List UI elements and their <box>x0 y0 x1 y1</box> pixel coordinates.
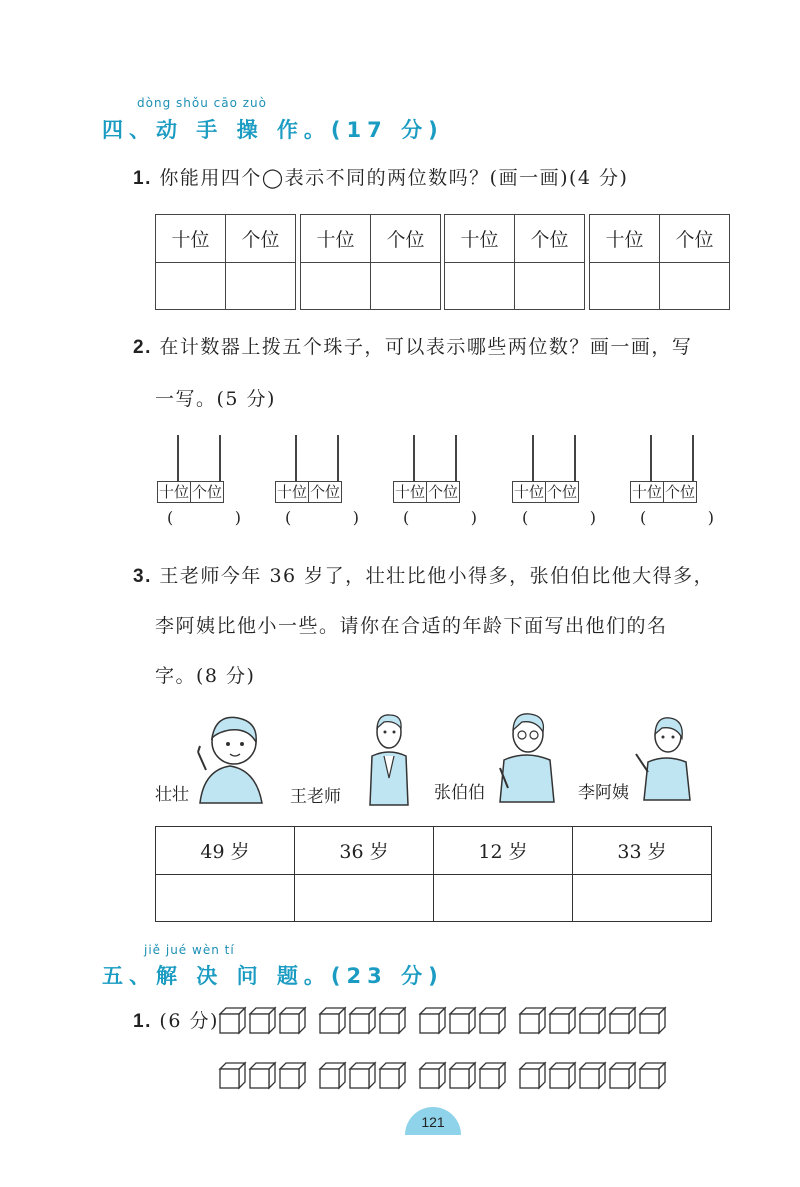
name-answer-cell[interactable] <box>156 875 295 922</box>
ones-header: 个位 <box>660 215 730 263</box>
abacus-1[interactable] <box>157 435 277 527</box>
place-table-3 <box>444 214 585 310</box>
ones-cell[interactable] <box>515 263 585 310</box>
cube-icon <box>637 1005 667 1035</box>
answer-blank[interactable] <box>167 508 241 527</box>
cube-icon <box>417 1060 447 1090</box>
q3-number: 3. <box>133 566 152 587</box>
cube-icon <box>247 1005 277 1035</box>
aunt-li-illustration <box>630 712 698 802</box>
tens-rod[interactable] <box>650 435 652 481</box>
name-answer-cell[interactable] <box>295 875 434 922</box>
cube-icon <box>607 1060 637 1090</box>
paren-right: ) <box>234 508 241 527</box>
abacus-ones-label: 个位 <box>192 483 223 501</box>
paren-left: ( <box>403 508 410 527</box>
abacus-ones-label: 个位 <box>547 483 578 501</box>
paren-right: ) <box>352 508 359 527</box>
place-table-1 <box>155 214 296 310</box>
answer-blank[interactable] <box>522 508 596 527</box>
q1-prompt <box>133 163 628 190</box>
abacus-tens-label: 十位 <box>514 483 545 501</box>
cube-icon <box>217 1005 247 1035</box>
cube-icon <box>547 1060 577 1090</box>
ones-cell[interactable] <box>226 263 296 310</box>
ones-header: 个位 <box>515 215 585 263</box>
cube-icon <box>577 1005 607 1035</box>
cube-icon <box>477 1005 507 1035</box>
cube-icon <box>217 1060 247 1090</box>
cube-row-1 <box>217 1005 677 1035</box>
name-teacher-wang: 王老师 <box>290 787 341 807</box>
cube-group <box>417 1060 507 1090</box>
answer-blank[interactable] <box>403 508 477 527</box>
abacus-tens-label: 十位 <box>395 483 426 501</box>
q1-number: 1. <box>133 168 152 189</box>
answer-blank[interactable] <box>640 508 714 527</box>
abacus-ones-label: 个位 <box>428 483 459 501</box>
tens-cell[interactable] <box>156 263 226 310</box>
cube-icon <box>447 1005 477 1035</box>
cube-icon <box>277 1005 307 1035</box>
cube-icon <box>547 1005 577 1035</box>
tens-header: 十位 <box>590 215 660 263</box>
tens-header: 十位 <box>301 215 371 263</box>
q2-number: 2. <box>133 337 152 358</box>
tens-rod[interactable] <box>413 435 415 481</box>
cube-icon <box>377 1060 407 1090</box>
cube-icon <box>347 1005 377 1035</box>
cube-icon <box>477 1060 507 1090</box>
abacus-5[interactable] <box>630 435 750 527</box>
paren-right: ) <box>589 508 596 527</box>
cube-icon <box>417 1005 447 1035</box>
abacus-ones-label: 个位 <box>665 483 696 501</box>
q2-text: 在计数器上拨五个珠子，可以表示哪些两位数？画一画，写 <box>159 336 693 358</box>
cube-group <box>217 1005 307 1035</box>
uncle-zhang-illustration <box>496 708 558 804</box>
tens-header: 十位 <box>156 215 226 263</box>
paren-left: ( <box>285 508 292 527</box>
section4-title: 四、动 手 操 作。(17 分) <box>102 118 444 142</box>
tens-cell[interactable] <box>301 263 371 310</box>
cube-row-2 <box>217 1060 677 1090</box>
cube-icon <box>637 1060 667 1090</box>
abacus-tens-label: 十位 <box>159 483 190 501</box>
cube-group <box>517 1005 667 1035</box>
abacus-4[interactable] <box>512 435 632 527</box>
section4-pinyin: dòng shǒu cāo zuò <box>137 96 267 110</box>
tens-header: 十位 <box>445 215 515 263</box>
cube-icon <box>607 1005 637 1035</box>
age-33: 33 岁 <box>573 827 712 875</box>
abacus-2[interactable] <box>275 435 395 527</box>
q3-text: 王老师今年 36 岁了，壮壮比他小得多，张伯伯比他大得多， <box>159 565 715 587</box>
teacher-wang-illustration <box>364 708 414 806</box>
place-table-4 <box>589 214 730 310</box>
cube-group <box>217 1060 307 1090</box>
age-table <box>155 826 712 922</box>
age-49: 49 岁 <box>156 827 295 875</box>
cube-icon <box>277 1060 307 1090</box>
ones-rod[interactable] <box>692 435 694 481</box>
cube-icon <box>317 1005 347 1035</box>
abacus-tens-label: 十位 <box>277 483 308 501</box>
tens-cell[interactable] <box>590 263 660 310</box>
section5-pinyin: jiě jué wèn tí <box>144 943 235 957</box>
cube-group <box>417 1005 507 1035</box>
abacus-3[interactable] <box>393 435 513 527</box>
ones-rod[interactable] <box>574 435 576 481</box>
tens-rod[interactable] <box>532 435 534 481</box>
boy-illustration <box>190 708 270 806</box>
age-12: 12 岁 <box>434 827 573 875</box>
cube-icon <box>347 1060 377 1090</box>
ones-rod[interactable] <box>455 435 457 481</box>
name-zhuangzhuang: 壮壮 <box>155 785 189 805</box>
cube-group <box>317 1060 407 1090</box>
ones-rod[interactable] <box>219 435 221 481</box>
q3-prompt-line2: 李阿姨比他小一些。请你在合适的年龄下面写出他们的名 <box>155 615 668 637</box>
cube-icon <box>447 1060 477 1090</box>
age-36: 36 岁 <box>295 827 434 875</box>
cube-icon <box>517 1005 547 1035</box>
ones-rod[interactable] <box>337 435 339 481</box>
cube-group <box>517 1060 667 1090</box>
cube-icon <box>577 1060 607 1090</box>
name-aunt-li: 李阿姨 <box>578 783 629 803</box>
abacus-ones-label: 个位 <box>310 483 341 501</box>
q3-prompt-line1 <box>133 561 714 588</box>
abacus-tens-label: 十位 <box>632 483 663 501</box>
cube-icon <box>317 1060 347 1090</box>
name-answer-cell[interactable] <box>573 875 712 922</box>
place-table-2 <box>300 214 441 310</box>
ones-cell[interactable] <box>660 263 730 310</box>
section5-title: 五、解 决 问 题。(23 分) <box>102 964 444 988</box>
ones-header: 个位 <box>371 215 441 263</box>
s5-q1-prompt <box>133 1006 219 1033</box>
s5-q1-text: (6 分) <box>159 1010 219 1032</box>
paren-left: ( <box>522 508 529 527</box>
cube-icon <box>247 1060 277 1090</box>
paren-left: ( <box>640 508 647 527</box>
answer-blank[interactable] <box>285 508 359 527</box>
q2-prompt-line1 <box>133 332 692 359</box>
cube-icon <box>377 1005 407 1035</box>
tens-rod[interactable] <box>295 435 297 481</box>
paren-right: ) <box>470 508 477 527</box>
q2-prompt-line2: 一写。(5 分) <box>155 388 276 410</box>
q3-prompt-line3: 字。(8 分) <box>155 665 256 687</box>
name-uncle-zhang: 张伯伯 <box>434 783 485 803</box>
paren-left: ( <box>167 508 174 527</box>
paren-right: ) <box>707 508 714 527</box>
name-answer-cell[interactable] <box>434 875 573 922</box>
tens-rod[interactable] <box>177 435 179 481</box>
tens-cell[interactable] <box>445 263 515 310</box>
s5-q1-number: 1. <box>133 1011 152 1032</box>
cube-icon <box>517 1060 547 1090</box>
ones-header: 个位 <box>226 215 296 263</box>
ones-cell[interactable] <box>371 263 441 310</box>
q1-text: 你能用四个◯表示不同的两位数吗？(画一画)(4 分) <box>159 167 629 189</box>
cube-group <box>317 1005 407 1035</box>
page-number: 121 <box>405 1107 461 1135</box>
